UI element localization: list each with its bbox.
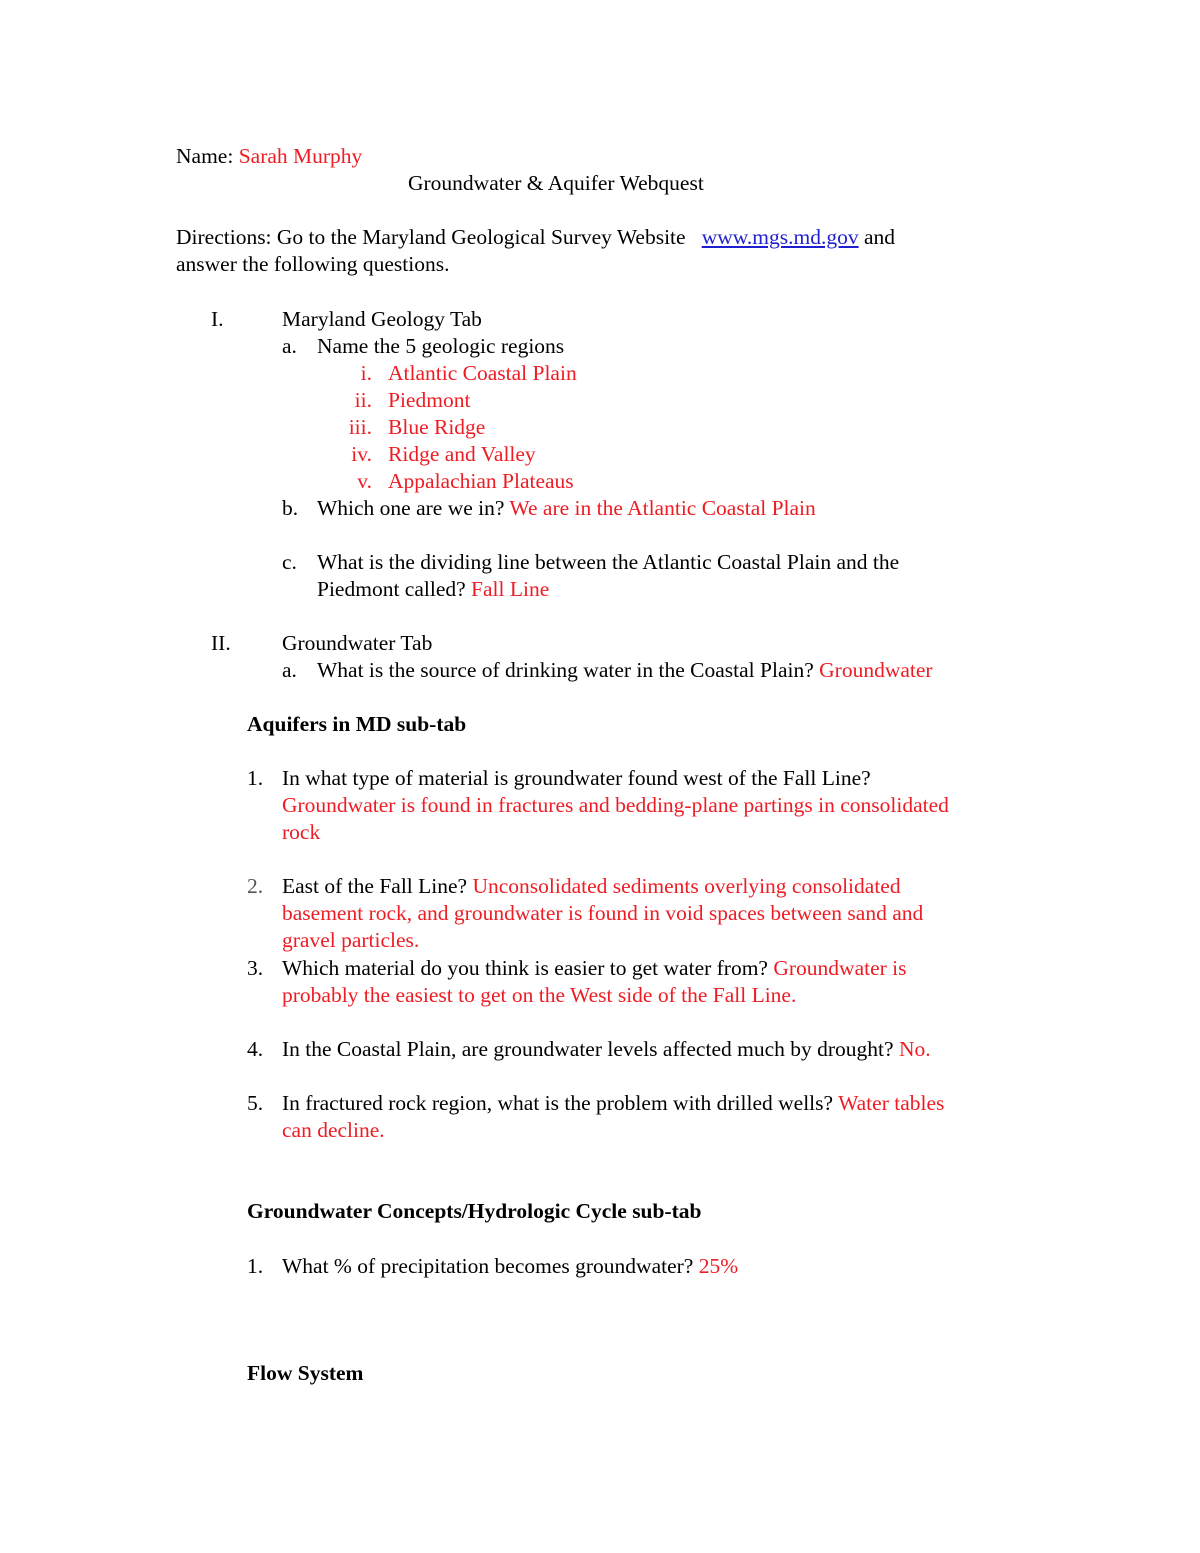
aquifer-q1-answer-line-2: rock (282, 820, 321, 844)
region-numeral: iv. (351, 442, 372, 466)
aquifer-q5-line-1 (282, 1090, 944, 1117)
question-1c-letter: c. (282, 550, 297, 574)
document-title: Groundwater & Aquifer Webquest (408, 171, 704, 195)
aquifer-q5-answer-line-2: can decline. (282, 1118, 385, 1142)
region-name: Atlantic Coastal Plain (388, 361, 577, 385)
aquifer-q2-question: East of the Fall Line? (282, 874, 473, 898)
question-1a-text: Name the 5 geologic regions (317, 334, 565, 358)
name-line (176, 143, 362, 170)
concepts-q1-question: What % of precipitation becomes groundwater? (282, 1254, 699, 1278)
region-numeral: iii. (348, 415, 372, 439)
region-name: Appalachian Plateaus (388, 469, 574, 493)
answer-1c: Fall Line (471, 577, 550, 601)
aquifer-q4-question: In the Coastal Plain, are groundwater levels affected much by drought? (282, 1037, 899, 1061)
aquifer-q4-answer: No. (898, 1037, 931, 1061)
region-numeral: i. (360, 361, 372, 385)
answer-1b: We are in the Atlantic Coastal Plain (509, 496, 816, 520)
aquifer-q5-question: In fractured rock region, what is the problem with drilled wells? (282, 1091, 839, 1115)
question-1c-line-2 (317, 576, 549, 603)
aquifer-q1-number: 1. (247, 766, 264, 790)
directions-line-1 (176, 224, 895, 251)
question-2a (317, 657, 933, 684)
aquifer-q2-number: 2. (247, 874, 264, 898)
region-numeral: ii. (354, 388, 372, 412)
aquifer-q1-question: In what type of material is groundwater found west of the Fall Line? (282, 766, 871, 790)
aquifer-q1-answer-line-1: Groundwater is found in fractures and bedding-plane partings in consolidated (282, 793, 949, 817)
aquifers-heading: Aquifers in MD sub-tab (247, 712, 467, 736)
flow-system-heading: Flow System (247, 1361, 364, 1385)
region-name: Ridge and Valley (388, 442, 536, 466)
question-2a-letter: a. (282, 658, 297, 682)
aquifer-q4-line (282, 1036, 931, 1063)
aquifer-q3-question: Which material do you think is easier to get water from? (282, 956, 774, 980)
aquifer-q5-answer-line-1: Water tables (838, 1091, 945, 1115)
question-1a-letter: a. (282, 334, 297, 358)
section-2-heading: Groundwater Tab (282, 631, 433, 655)
concepts-heading: Groundwater Concepts/Hydrologic Cycle sub-tab (247, 1199, 702, 1223)
concepts-q1-number: 1. (247, 1254, 264, 1278)
student-name: Sarah Murphy (238, 144, 363, 168)
section-1-heading: Maryland Geology Tab (282, 307, 482, 331)
aquifer-q2-answer-line-3: gravel particles. (282, 928, 420, 952)
answer-2a: Groundwater (819, 658, 933, 682)
question-1c-text-line-2: Piedmont called? (317, 577, 472, 601)
question-1c-text-line-1: What is the dividing line between the Atlantic Coastal Plain and the (317, 550, 900, 574)
question-1b (317, 495, 816, 522)
region-name: Piedmont (388, 388, 471, 412)
aquifer-q3-answer-line-1: Groundwater is (773, 956, 907, 980)
region-name: Blue Ridge (388, 415, 486, 439)
aquifer-q4-number: 4. (247, 1037, 264, 1061)
concepts-q1-line (282, 1253, 738, 1280)
section-2-numeral: II. (211, 631, 231, 655)
aquifer-q2-answer-line-1: Unconsolidated sediments overlying consolidated (472, 874, 901, 898)
question-1b-text: Which one are we in? (317, 496, 510, 520)
question-2a-text: What is the source of drinking water in the Coastal Plain? (317, 658, 820, 682)
concepts-q1-answer: 25% (698, 1254, 739, 1278)
aquifer-q3-line-1 (282, 955, 907, 982)
name-label: Name: (176, 144, 234, 168)
aquifer-q2-line-1 (282, 873, 901, 900)
section-1-numeral: I. (211, 307, 224, 331)
region-numeral: v. (357, 469, 372, 493)
question-1b-letter: b. (282, 496, 299, 520)
directions-line-2: answer the following questions. (176, 252, 450, 276)
directions-text-and: and (858, 225, 895, 249)
aquifer-q3-answer-line-2: probably the easiest to get on the West side of the Fall Line. (282, 983, 797, 1007)
directions-text: Directions: Go to the Maryland Geological Survey Website (176, 225, 686, 249)
aquifer-q2-answer-line-2: basement rock, and groundwater is found in void spaces between sand and (282, 901, 924, 925)
aquifer-q5-number: 5. (247, 1091, 264, 1115)
aquifer-q3-number: 3. (247, 956, 264, 980)
mgs-website-link[interactable]: www.mgs.md.gov (701, 225, 859, 249)
